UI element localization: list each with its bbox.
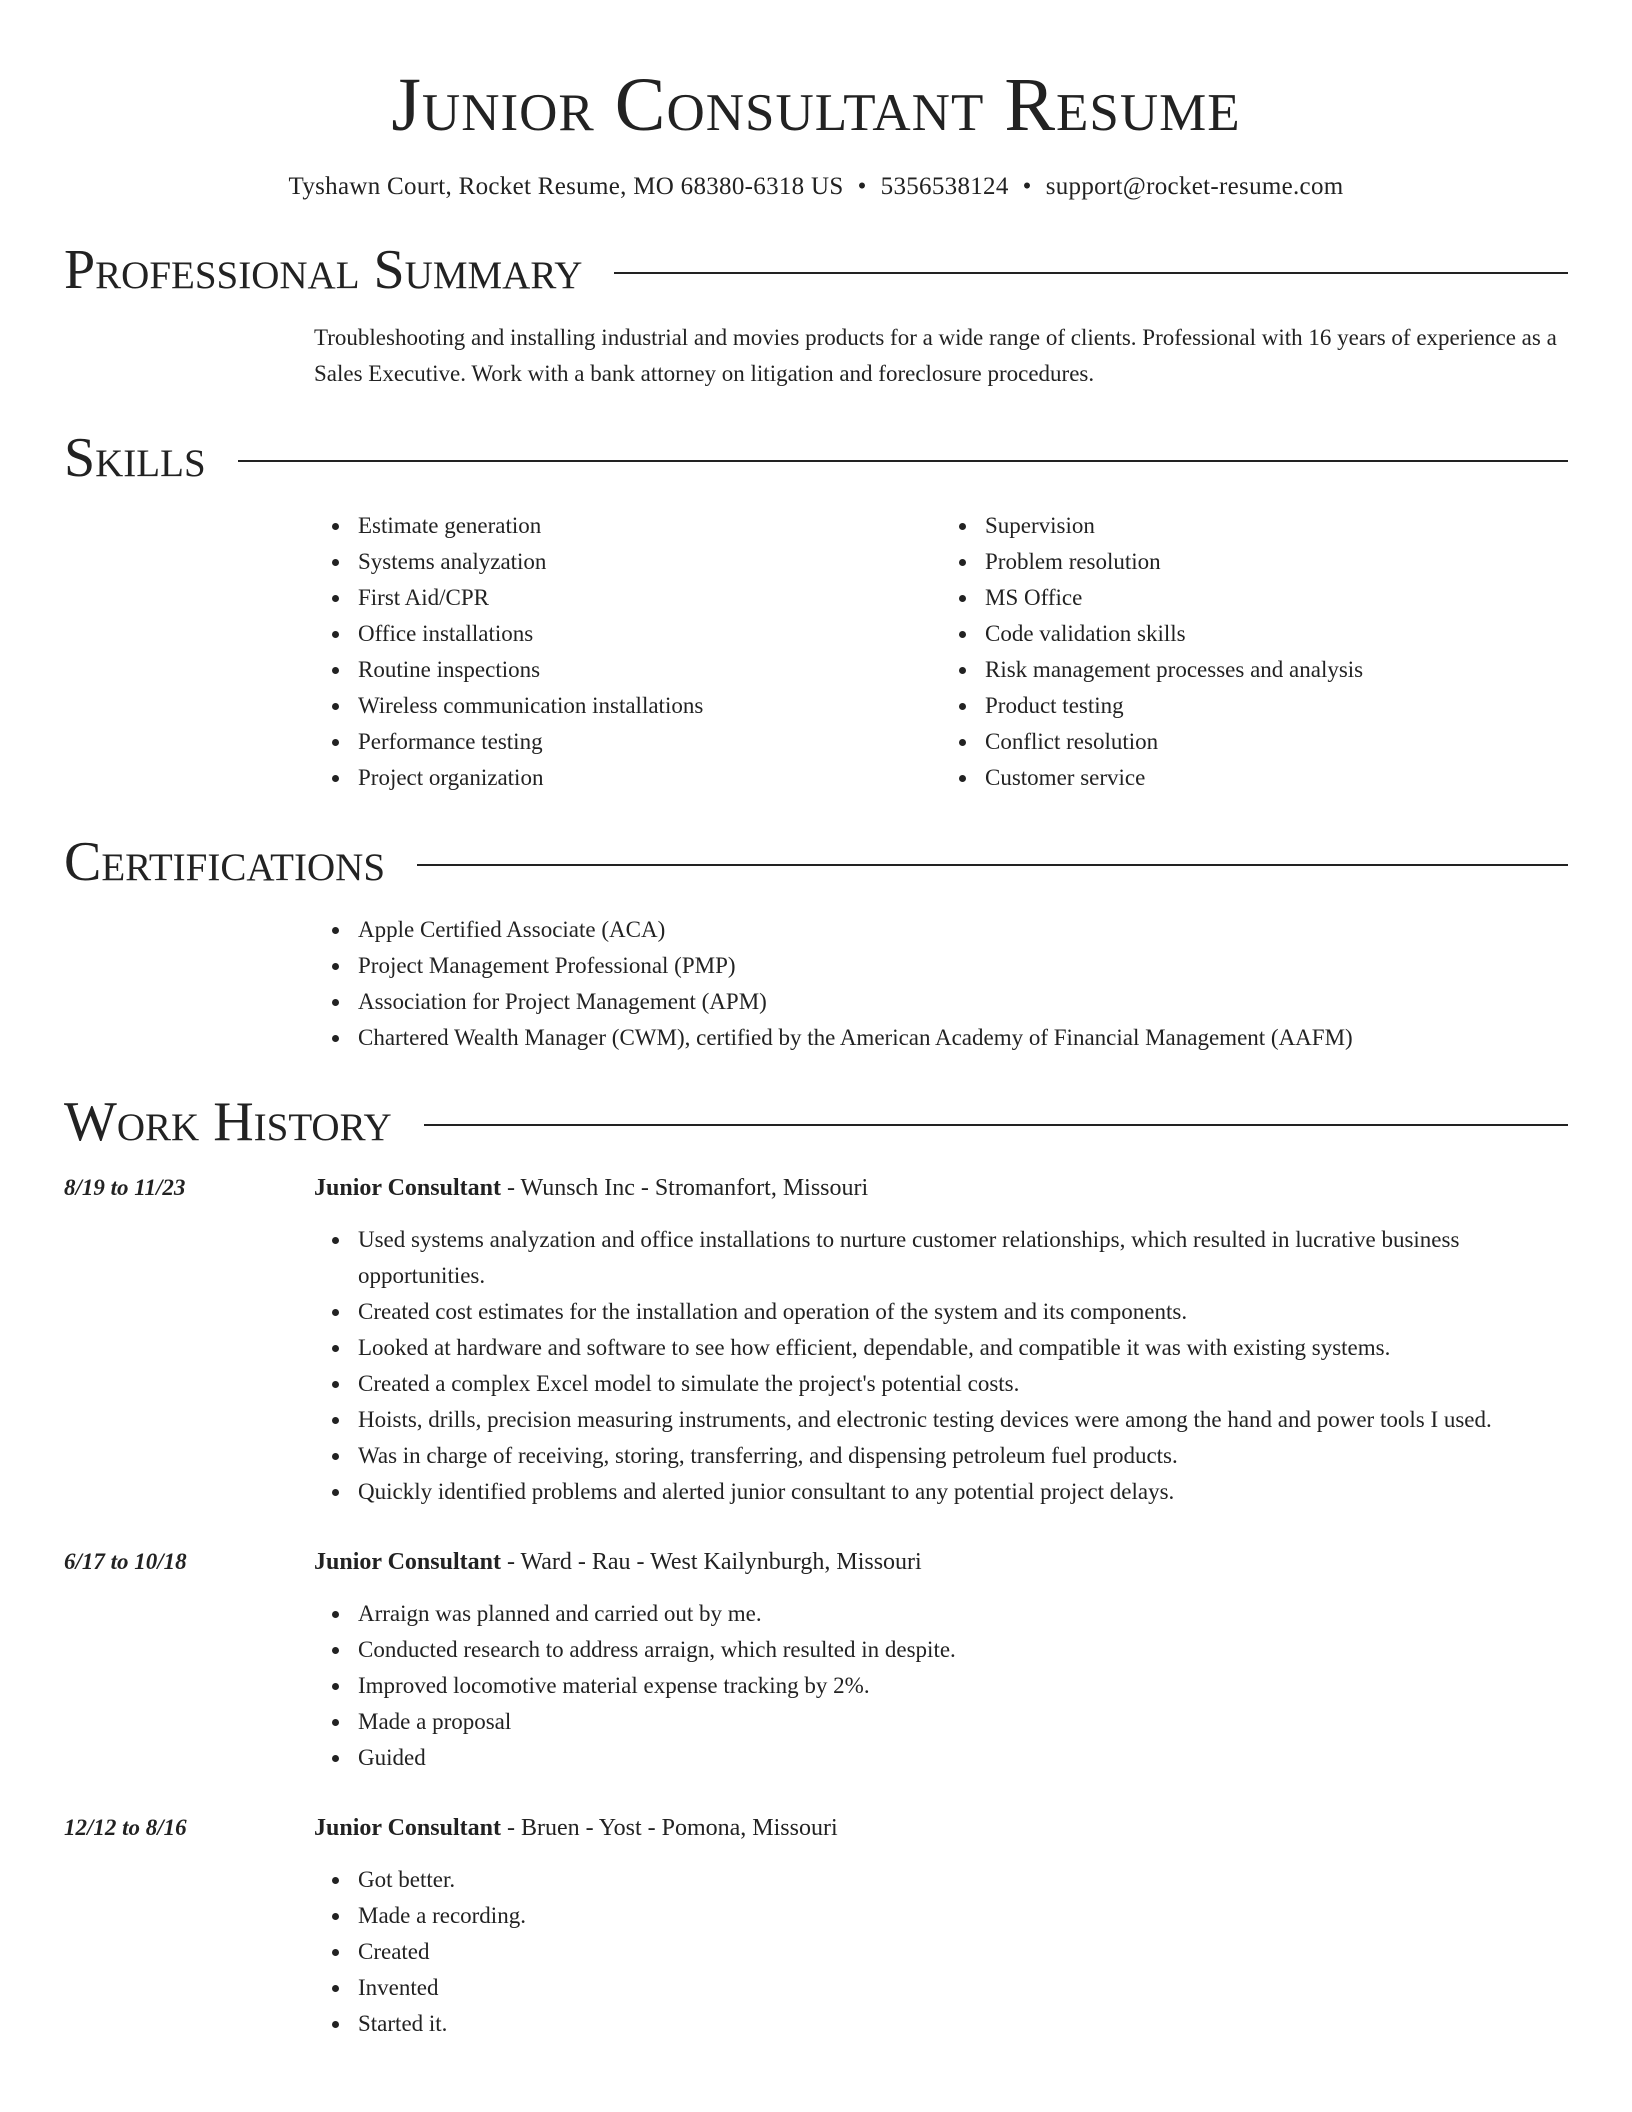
separator-dot: • [1022, 173, 1032, 200]
job-bullet: Started it. [358, 2006, 1568, 2042]
job-bullet: Used systems analyzation and office installations to nurture customer relationships, which resulted in lucrative business opportunities. [358, 1222, 1568, 1294]
page-title: Junior Consultant Resume [391, 63, 1241, 147]
job-bullet: Improved locomotive material expense tracking by 2%. [358, 1668, 1568, 1704]
skill-item: Customer service [985, 760, 1568, 796]
job-entry [64, 1544, 1568, 1776]
job-entry [64, 1170, 1568, 1510]
summary-text: Troubleshooting and installing industrial and movies products for a wide range of clients. Professional with 16 years of experience as a Sales Executive. Work with a bank attorney on litigation and foreclosure procedures. [314, 325, 1557, 386]
contact-line [64, 170, 1568, 204]
skill-item: Wireless communication installations [358, 688, 941, 724]
skills-grid [314, 508, 1568, 796]
job-header [314, 1544, 1568, 1580]
job-bullet: Guided [358, 1740, 1568, 1776]
skill-item: Code validation skills [985, 616, 1568, 652]
skill-item: Estimate generation [358, 508, 941, 544]
job-bullet: Made a proposal [358, 1704, 1568, 1740]
skill-item: Conflict resolution [985, 724, 1568, 760]
job-bullets [314, 1862, 1568, 2042]
job-header [314, 1810, 1568, 1846]
skills-list-right [941, 508, 1568, 796]
job-header [314, 1170, 1568, 1206]
job-title: Junior Consultant [314, 1549, 501, 1575]
job-body [314, 1544, 1568, 1776]
job-entry [64, 1810, 1568, 2042]
job-dates: 8/19 to 11/23 [64, 1175, 186, 1200]
skill-item: Performance testing [358, 724, 941, 760]
job-bullet: Invented [358, 1970, 1568, 2006]
job-bullet: Created cost estimates for the installation and operation of the system and its components. [358, 1294, 1568, 1330]
job-body [314, 1170, 1568, 1510]
summary-heading: Professional Summary [64, 239, 583, 301]
skill-item: Project organization [358, 760, 941, 796]
skills-list-left [314, 508, 941, 796]
job-bullet: Hoists, drills, precision measuring instruments, and electronic testing devices were among the hand and power tools I used. [358, 1402, 1568, 1438]
job-employer: - Wunsch Inc - Stromanfort, Missouri [500, 1175, 869, 1201]
address: Tyshawn Court, Rocket Resume, MO 68380-6318 US [288, 173, 844, 200]
job-bullet: Got better. [358, 1862, 1568, 1898]
section-divider [417, 864, 1568, 866]
section-divider [424, 1124, 1568, 1126]
certifications-heading: Certifications [64, 831, 386, 893]
certification-item: Apple Certified Associate (ACA) [358, 912, 1568, 948]
skill-item: Systems analyzation [358, 544, 941, 580]
skill-item: Office installations [358, 616, 941, 652]
job-title: Junior Consultant [314, 1815, 501, 1841]
job-body [314, 1810, 1568, 2042]
separator-dot: • [857, 173, 867, 200]
skill-item: Risk management processes and analysis [985, 652, 1568, 688]
email-address: support@rocket-resume.com [1045, 173, 1344, 200]
work-section-header [64, 1090, 1568, 1154]
work-heading: Work History [64, 1091, 392, 1153]
skills-heading: Skills [64, 427, 206, 489]
job-bullet: Looked at hardware and software to see how efficient, dependable, and compatible it was with existing systems. [358, 1330, 1568, 1366]
skill-item: MS Office [985, 580, 1568, 616]
skill-item: First Aid/CPR [358, 580, 941, 616]
section-divider [238, 460, 1568, 462]
skill-item: Routine inspections [358, 652, 941, 688]
job-bullet: Was in charge of receiving, storing, transferring, and dispensing petroleum fuel products. [358, 1438, 1568, 1474]
job-bullet: Conducted research to address arraign, which resulted in despite. [358, 1632, 1568, 1668]
job-bullet: Made a recording. [358, 1898, 1568, 1934]
job-bullet: Created a complex Excel model to simulate the project's potential costs. [358, 1366, 1568, 1402]
certifications-block [314, 912, 1568, 1056]
skills-section-header [64, 426, 1568, 490]
skill-item: Problem resolution [985, 544, 1568, 580]
job-title: Junior Consultant [314, 1175, 501, 1201]
certifications-section-header [64, 830, 1568, 894]
phone-number: 5356538124 [880, 173, 1009, 200]
certifications-list [314, 912, 1568, 1056]
summary-section-header [64, 238, 1568, 302]
certification-item: Association for Project Management (APM) [358, 984, 1568, 1020]
job-bullet: Quickly identified problems and alerted junior consultant to any potential project delays. [358, 1474, 1568, 1510]
job-employer: - Bruen - Yost - Pomona, Missouri [500, 1815, 838, 1841]
job-bullet: Arraign was planned and carried out by me. [358, 1596, 1568, 1632]
job-bullet: Created [358, 1934, 1568, 1970]
skill-item: Supervision [985, 508, 1568, 544]
section-divider [614, 272, 1568, 274]
job-bullets [314, 1596, 1568, 1776]
certification-item: Chartered Wealth Manager (CWM), certified by the American Academy of Financial Management (AAFM) [358, 1020, 1568, 1056]
job-bullets [314, 1222, 1568, 1510]
job-dates: 12/12 to 8/16 [64, 1815, 187, 1840]
job-dates: 6/17 to 10/18 [64, 1549, 187, 1574]
job-employer: - Ward - Rau - West Kailynburgh, Missouri [500, 1549, 922, 1575]
certification-item: Project Management Professional (PMP) [358, 948, 1568, 984]
skill-item: Product testing [985, 688, 1568, 724]
